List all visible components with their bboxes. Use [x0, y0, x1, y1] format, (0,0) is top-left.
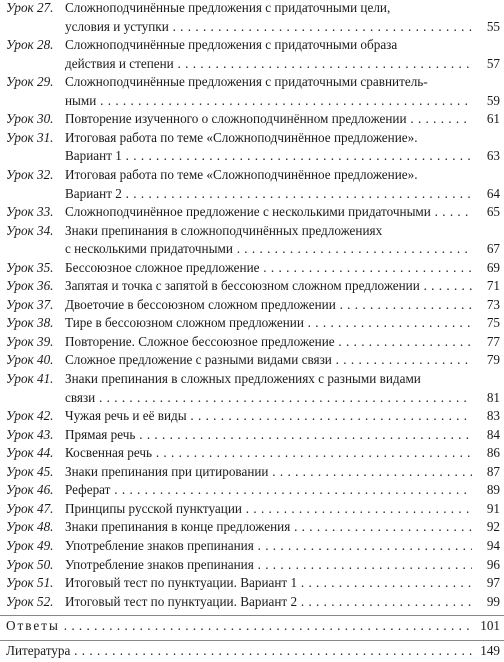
page-number: 79 [484, 352, 500, 368]
lesson-number: Урок 46. [6, 482, 54, 498]
section-divider [0, 615, 504, 616]
toc-entry-line [6, 130, 500, 149]
lesson-title: Запятая и точка с запятой в бессоюзном сложном предложении . . . [65, 278, 472, 294]
lesson-number: Урок 43. [6, 426, 54, 442]
toc-entry-line [6, 74, 500, 93]
lesson-number: Урок 36. [6, 278, 54, 294]
toc-entry-line [6, 594, 500, 613]
lesson-number: Урок 45. [6, 463, 54, 479]
lesson-number: Урок 35. [6, 259, 54, 275]
lesson-title: Принципы русской пунктуации . . . [65, 501, 472, 517]
toc-entry-line [6, 501, 500, 520]
lesson-title: Повторение. Сложное бессоюзное предложение . . . [65, 334, 472, 350]
lesson-title: Сложноподчинённые предложения с придаточными цели, [65, 0, 391, 15]
lesson-title: с несколькими придаточными . . . [65, 241, 472, 257]
toc-entry-line [6, 0, 500, 19]
toc-entry-line [6, 204, 500, 223]
lesson-number: Урок 32. [6, 166, 54, 182]
page-number: 81 [484, 390, 500, 406]
lesson-title: Знаки препинания при цитировании . . . [65, 464, 472, 480]
toc-literature [6, 643, 500, 662]
lesson-number: Урок 50. [6, 556, 54, 572]
lesson-title: Знаки препинания в конце предложения . . . [65, 519, 472, 535]
toc-entry-line [6, 260, 500, 279]
page-number: 97 [484, 575, 500, 591]
toc-entry-line [6, 19, 500, 38]
lesson-title: Косвенная речь . . . [65, 445, 472, 461]
lesson-title: Прямая речь . . . [65, 427, 472, 443]
lesson-title: Чужая речь и её виды . . . [65, 408, 472, 424]
toc-entry-line [6, 278, 500, 297]
lesson-title: Реферат . . . [65, 482, 472, 498]
toc-entry-line [6, 408, 500, 427]
lesson-title: Сложноподчинённое предложение с несколькими придаточными . . . [65, 204, 472, 220]
toc-entry-line [6, 464, 500, 483]
toc-entry-line [6, 371, 500, 390]
toc-entry-line [6, 427, 500, 446]
lesson-number: Урок 33. [6, 204, 54, 220]
lesson-title: Итоговый тест по пунктуации. Вариант 1 . . . [65, 575, 472, 591]
toc-entry-line [6, 482, 500, 501]
toc-answers [6, 618, 500, 637]
page-number: 149 [477, 643, 500, 659]
toc-entry-line [6, 111, 500, 130]
page-number: 67 [484, 241, 500, 257]
page-number: 73 [484, 297, 500, 313]
page-number: 83 [484, 408, 500, 424]
lesson-number: Урок 49. [6, 537, 54, 553]
answers-label: Ответы . . . [6, 618, 472, 634]
lesson-number: Урок 28. [6, 37, 54, 53]
page-number: 96 [484, 557, 500, 573]
page-number: 55 [484, 19, 500, 35]
page-number: 65 [484, 204, 500, 220]
lesson-number: Урок 40. [6, 352, 54, 368]
toc-entry-line [6, 445, 500, 464]
toc-entry-line [6, 297, 500, 316]
lesson-number: Урок 42. [6, 408, 54, 424]
lesson-title: Сложное предложение с разными видами связи . . . [65, 352, 472, 368]
page-number: 59 [484, 93, 500, 109]
lesson-title: связи . . . [65, 390, 472, 406]
toc-entry-line [6, 557, 500, 576]
lesson-number: Урок 48. [6, 519, 54, 535]
lesson-number: Урок 38. [6, 315, 54, 331]
lesson-title: Повторение изученного о сложноподчинённом предложении . . . [65, 111, 472, 127]
toc-entry-line [6, 37, 500, 56]
page-number: 61 [484, 111, 500, 127]
lesson-number: Урок 31. [6, 129, 54, 145]
toc-entry-line [6, 241, 500, 260]
section-divider [0, 640, 504, 641]
lesson-title: ными . . . [65, 93, 472, 109]
lesson-title: Знаки препинания в сложноподчинённых предложениях [65, 222, 383, 238]
lesson-number: Урок 29. [6, 74, 54, 90]
page-number: 86 [484, 445, 500, 461]
page-number: 91 [484, 501, 500, 517]
lesson-title: Сложноподчинённые предложения с придаточными образа [65, 37, 398, 53]
lesson-number: Урок 30. [6, 111, 54, 127]
toc-entry-line [6, 334, 500, 353]
literature-label: Литература . . . [6, 643, 472, 659]
page-number: 89 [484, 482, 500, 498]
lesson-title: условия и уступки . . . [65, 19, 472, 35]
lesson-number: Урок 47. [6, 500, 54, 516]
lesson-number: Урок 41. [6, 371, 54, 386]
toc-entry-line [6, 519, 500, 538]
lesson-title: Употребление знаков препинания . . . [65, 538, 472, 554]
page-number: 77 [484, 334, 500, 350]
page-number: 75 [484, 315, 500, 331]
lesson-title: Бессоюзное сложное предложение . . . [65, 260, 472, 276]
toc-entry-line [6, 390, 500, 409]
toc-entry-line [6, 93, 500, 112]
lesson-title: Итоговый тест по пунктуации. Вариант 2 . . . [65, 594, 472, 610]
toc-entry-line [6, 223, 500, 242]
toc-entry-line [6, 148, 500, 167]
lesson-title: действия и степени . . . [65, 56, 472, 72]
page-number: 84 [484, 427, 500, 443]
lesson-title: Сложноподчинённые предложения с придаточными сравнитель- [65, 74, 428, 90]
lesson-number: Урок 37. [6, 296, 54, 312]
lesson-title: Вариант 2 . . . [65, 186, 472, 202]
page-number: 99 [484, 594, 500, 610]
page-number: 71 [484, 278, 500, 294]
toc-entry-line [6, 167, 500, 186]
lesson-number: Урок 27. [6, 0, 54, 15]
toc-entry-line [6, 186, 500, 205]
page-number: 63 [484, 148, 500, 164]
toc-entry-line [6, 575, 500, 594]
lesson-title: Итоговая работа по теме «Сложноподчинённое предложение». [65, 166, 418, 182]
lesson-title: Двоеточие в бессоюзном сложном предложении . . . [65, 297, 472, 313]
page-number: 69 [484, 260, 500, 276]
lesson-number: Урок 44. [6, 445, 54, 461]
toc-entry-line [6, 352, 500, 371]
page-number: 87 [484, 464, 500, 480]
lesson-title: Вариант 1 . . . [65, 148, 472, 164]
page-number: 94 [484, 538, 500, 554]
page-number: 64 [484, 186, 500, 202]
toc-entry-line [6, 538, 500, 557]
lesson-title: Итоговая работа по теме «Сложноподчинённое предложение». [65, 129, 418, 145]
lesson-title: Тире в бессоюзном сложном предложении . . . [65, 315, 472, 331]
lesson-title: Употребление знаков препинания . . . [65, 557, 472, 573]
toc-entry-line [6, 56, 500, 75]
toc-entry-line [6, 315, 500, 334]
lesson-number: Урок 34. [6, 222, 54, 238]
lesson-number: Урок 52. [6, 593, 54, 609]
page-number: 57 [484, 56, 500, 72]
lesson-number: Урок 39. [6, 333, 54, 349]
page-number: 92 [484, 519, 500, 535]
lesson-number: Урок 51. [6, 575, 54, 591]
lesson-title: Знаки препинания в сложных предложениях с разными видами [65, 371, 421, 386]
page-number: 101 [477, 618, 500, 634]
